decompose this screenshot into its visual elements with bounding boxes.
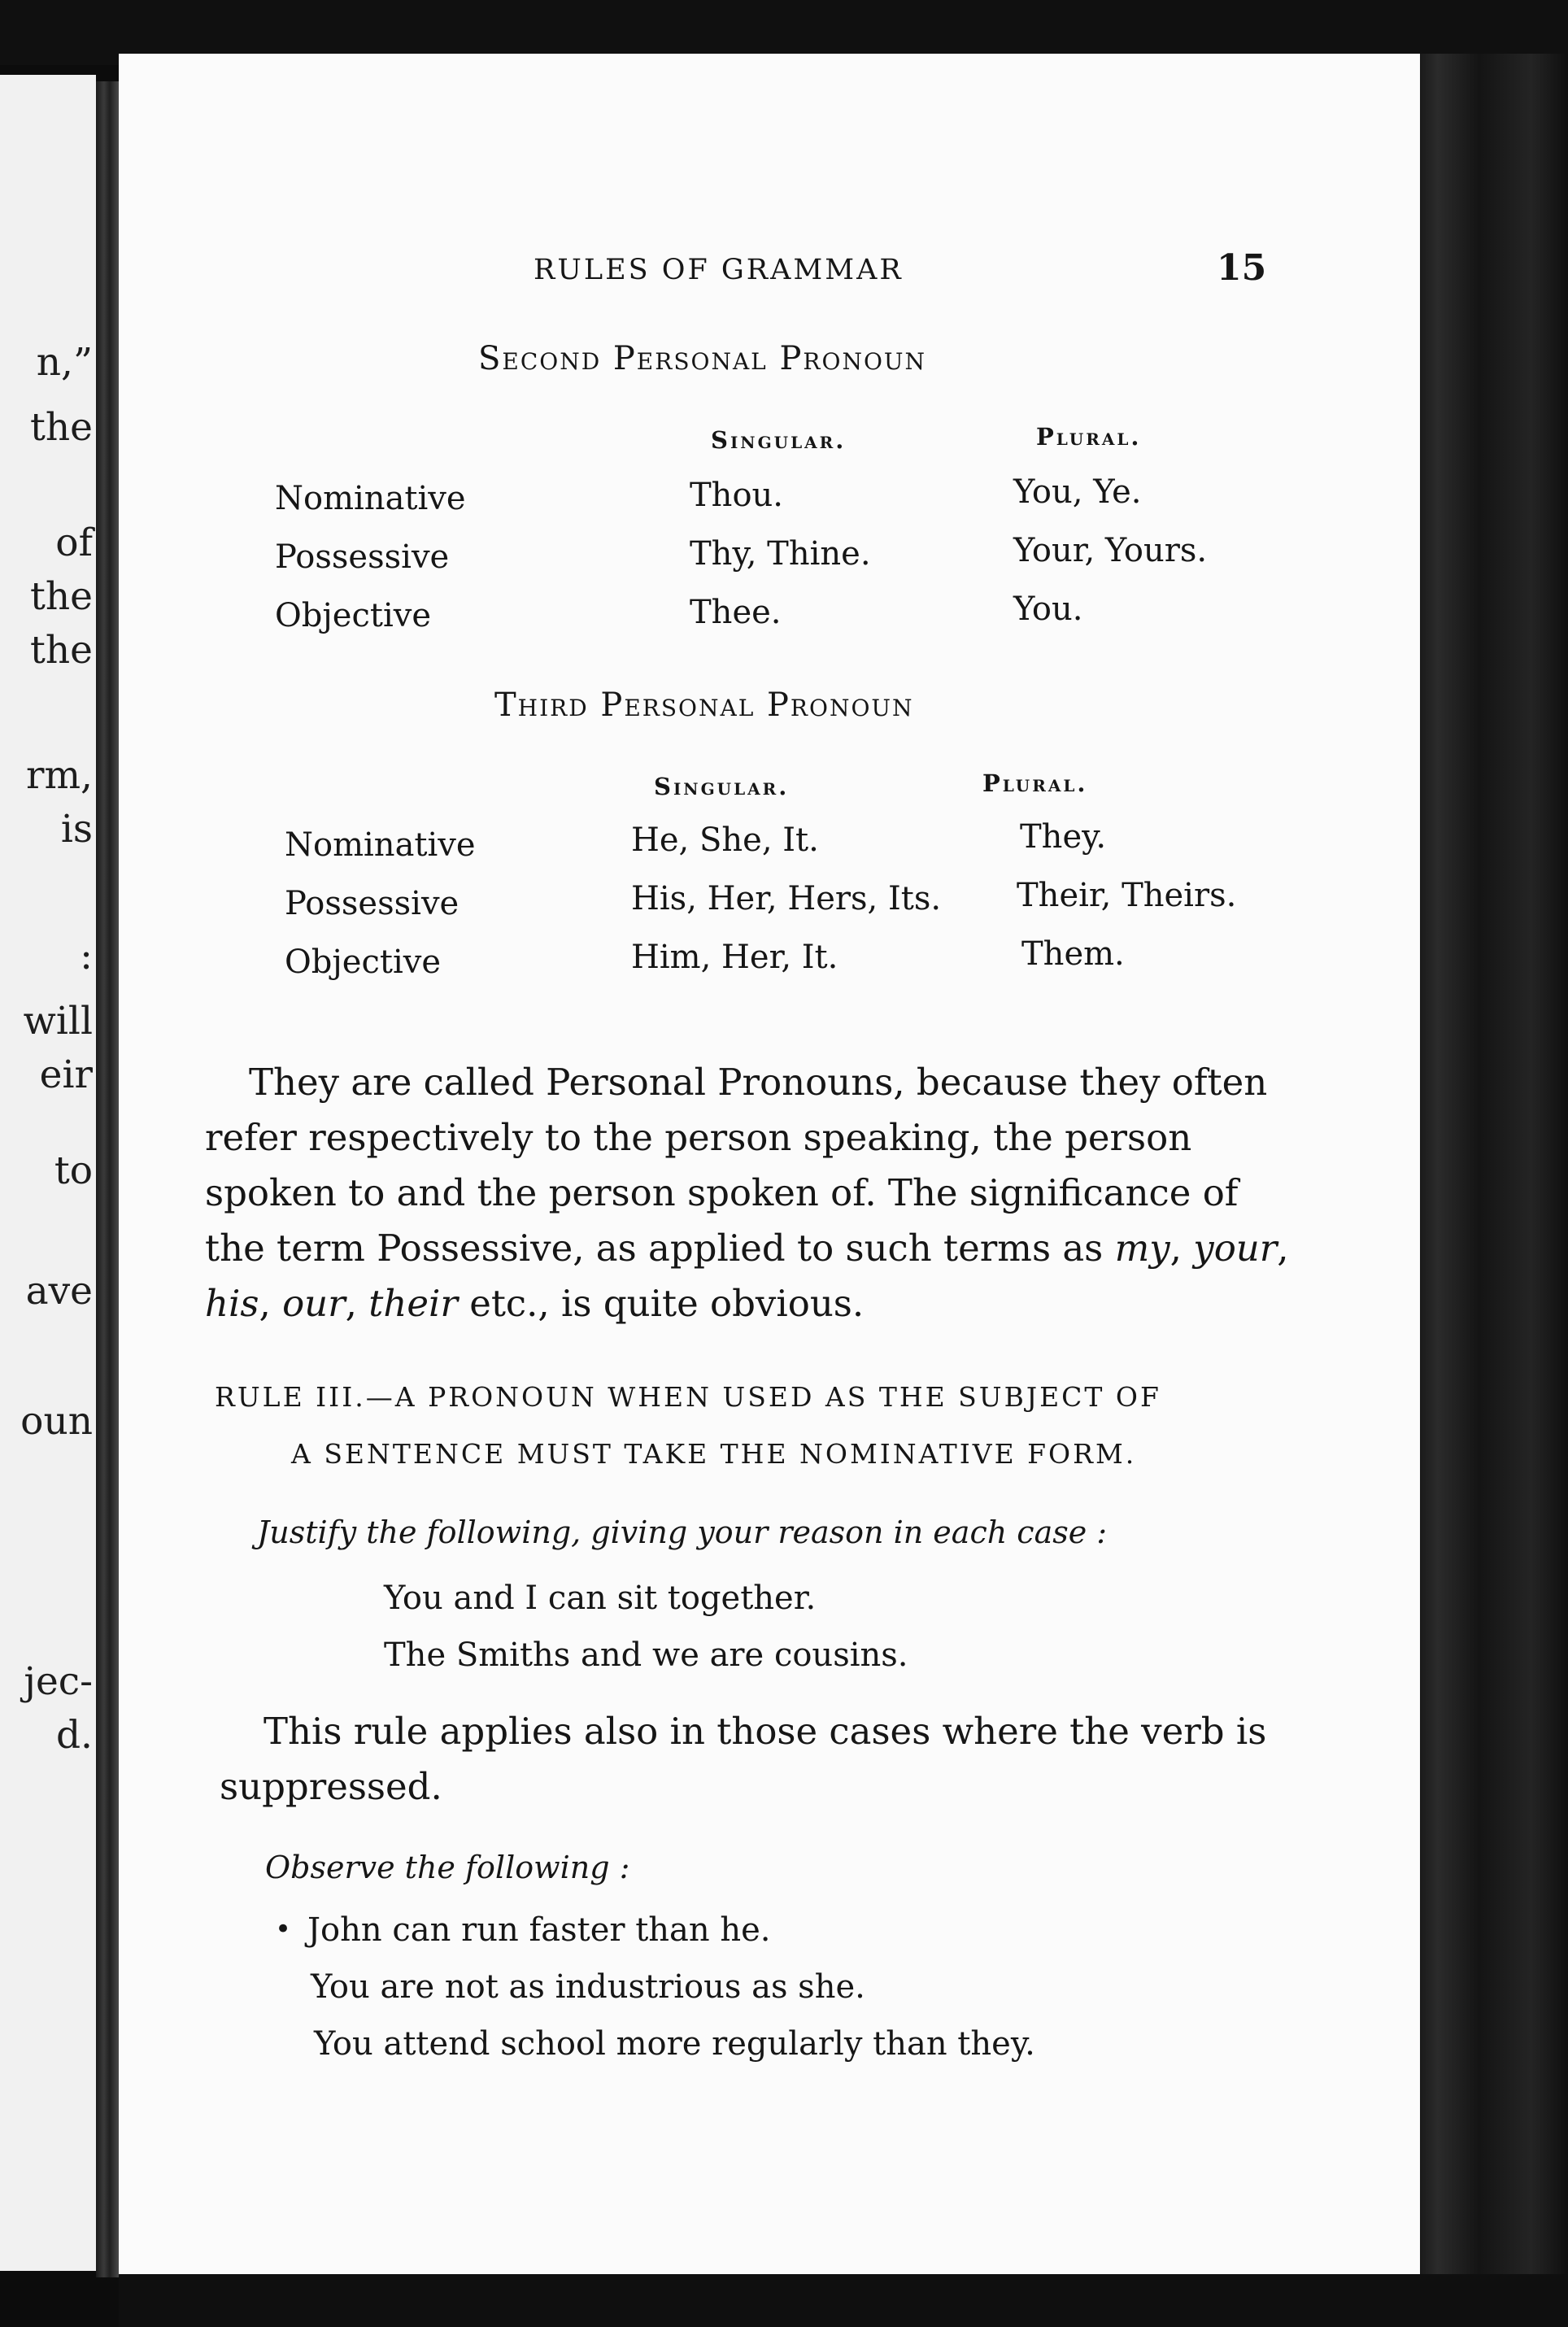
- instruction: Justify the following, giving your reason in each case :: [257, 1514, 1108, 1550]
- paragraph-line: This rule applies also in those cases where the verb is: [264, 1710, 1267, 1753]
- example-sentence: John can run faster than he.: [307, 1911, 771, 1949]
- text-span: ,: [345, 1282, 369, 1325]
- plural-form: Your, Yours.: [1013, 532, 1208, 569]
- singular-form: His, Her, Hers, Its.: [631, 880, 942, 917]
- book-page: [119, 54, 1420, 2274]
- plural-form: You.: [1013, 590, 1083, 628]
- page-number: 15: [1217, 247, 1267, 289]
- facing-page-fragment: will: [23, 999, 93, 1044]
- rule-heading: A SENTENCE MUST TAKE THE NOMINATIVE FORM.: [291, 1438, 1137, 1470]
- facing-page-fragment: oun: [20, 1399, 93, 1444]
- column-head-singular: Singular.: [654, 773, 790, 800]
- case-label: Possessive: [275, 538, 450, 576]
- column-head-plural: Plural.: [982, 769, 1088, 797]
- facing-page-fragment: the: [30, 628, 93, 673]
- example-sentence: You and I can sit together.: [384, 1580, 817, 1617]
- facing-page-fragment: n,”: [36, 340, 93, 385]
- singular-form: Thee.: [690, 594, 782, 631]
- text-span: etc., is quite obvious.: [457, 1282, 865, 1325]
- page-stack-edge: [1420, 54, 1568, 2274]
- text-span: ,: [259, 1282, 283, 1325]
- plural-form: Them.: [1021, 935, 1125, 973]
- column-head-singular: Singular.: [711, 426, 847, 454]
- paragraph-line: suppressed.: [220, 1765, 442, 1808]
- text-span: ,: [1169, 1227, 1194, 1270]
- bullet-mark: •: [275, 1913, 292, 1946]
- emphasis: their: [368, 1282, 458, 1325]
- singular-form: He, She, It.: [631, 821, 819, 859]
- example-sentence: You attend school more regularly than they.: [314, 2025, 1035, 2063]
- case-label: Objective: [285, 943, 442, 981]
- facing-page-fragment: to: [54, 1148, 93, 1193]
- facing-page-fragment: jec-: [24, 1659, 93, 1704]
- book-spine: [96, 81, 119, 2277]
- case-label: Objective: [275, 597, 432, 634]
- paragraph-line: spoken to and the person spoken of. The significance of: [205, 1171, 1239, 1214]
- section-title-second-pronoun: Second Personal Pronoun: [478, 340, 926, 377]
- emphasis: your: [1193, 1227, 1278, 1270]
- instruction: Observe the following :: [265, 1850, 630, 1885]
- facing-page-fragment: of: [55, 521, 93, 565]
- scan-background-bottom: [119, 2274, 1568, 2327]
- emphasis: my: [1114, 1227, 1170, 1270]
- facing-page-fragment: the: [30, 405, 93, 450]
- paragraph-line: [205, 1227, 1289, 1270]
- facing-page-fragment: rm,: [26, 753, 93, 798]
- running-head: RULES OF GRAMMAR: [534, 254, 904, 286]
- example-sentence: You are not as industrious as she.: [311, 1968, 865, 2006]
- plural-form: They.: [1020, 818, 1107, 856]
- singular-form: Thy, Thine.: [690, 535, 871, 573]
- singular-form: Thou.: [690, 477, 783, 514]
- facing-page-fragment: :: [80, 934, 93, 978]
- case-label: Nominative: [275, 480, 466, 517]
- column-head-plural: Plural.: [1036, 423, 1142, 451]
- plural-form: You, Ye.: [1013, 473, 1142, 511]
- paragraph-line: [205, 1282, 864, 1325]
- facing-page-fragment: the: [30, 574, 93, 619]
- facing-page-fragment: d.: [55, 1713, 93, 1758]
- facing-page-fragment: eir: [39, 1052, 93, 1097]
- section-title-third-pronoun: Third Personal Pronoun: [494, 686, 914, 724]
- text-span: the term Possessive, as applied to such terms as: [205, 1227, 1115, 1270]
- case-label: Nominative: [285, 826, 476, 864]
- rule-heading: RULE III.—A PRONOUN WHEN USED AS THE SUBJECT OF: [215, 1381, 1161, 1413]
- facing-page-edge: [0, 75, 96, 2271]
- case-label: Possessive: [285, 885, 460, 922]
- paragraph-line: They are called Personal Pronouns, because they often: [249, 1061, 1268, 1104]
- facing-page-fragment: ave: [25, 1269, 93, 1314]
- facing-page-fragment: is: [60, 807, 93, 852]
- paragraph-line: refer respectively to the person speaking, the person: [205, 1116, 1192, 1159]
- singular-form: Him, Her, It.: [631, 939, 838, 976]
- emphasis: our: [282, 1282, 346, 1325]
- text-span: ,: [1277, 1227, 1289, 1270]
- emphasis: his: [205, 1282, 259, 1325]
- example-sentence: The Smiths and we are cousins.: [384, 1636, 908, 1674]
- plural-form: Their, Theirs.: [1017, 877, 1237, 914]
